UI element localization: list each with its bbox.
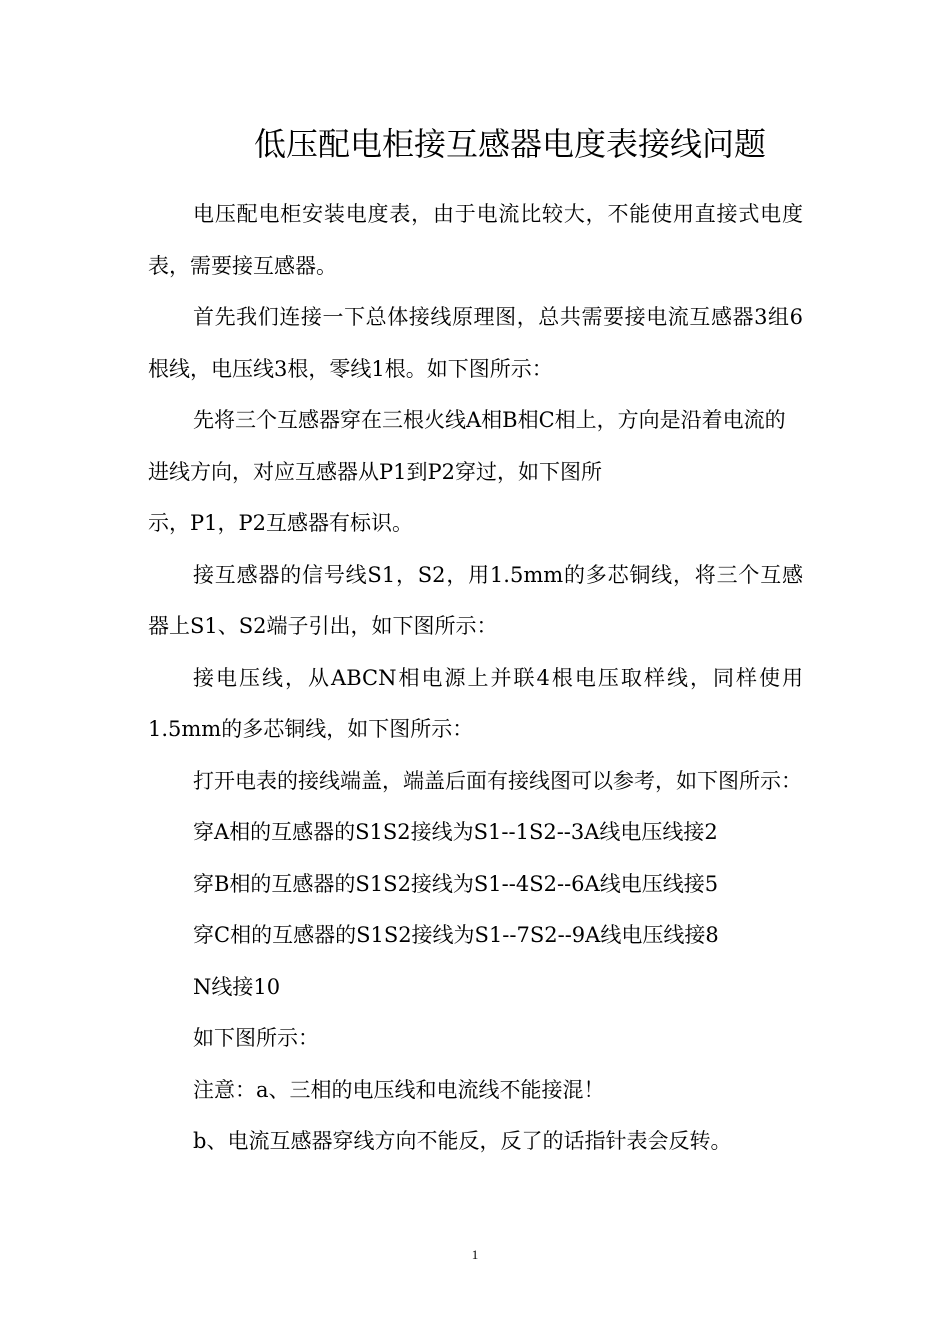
paragraph-voltage-lines: 接电压线，从ABCN相电源上并联4根电压取样线，同样使用1.5mm的多芯铜线，如下图所示： <box>148 665 803 741</box>
paragraph-wiring-overview: 首先我们连接一下总体接线原理图，总共需要接电流互感器3组6根线，电压线3根，零线1根。如下图所示： <box>148 305 803 381</box>
document-body <box>148 189 803 1168</box>
paragraph-meter-cover: 打开电表的接线端盖，端盖后面有接线图可以参考，如下图所示： <box>193 768 802 793</box>
paragraph-note-a: 注意：a、三相的电压线和电流线不能接混！ <box>193 1077 605 1102</box>
paragraph-see-figure: 如下图所示： <box>193 1026 319 1050</box>
paragraph-intro: 电压配电柜安装电度表，由于电流比较大，不能使用直接式电度表，需要接互感器。 <box>148 202 803 278</box>
page-title: 低压配电柜接互感器电度表接线问题 <box>253 125 766 163</box>
paragraph-note-b: b、电流互感器穿线方向不能反，反了的话指针表会反转。 <box>193 1129 732 1153</box>
paragraph-phase-b: 穿B相的互感器的S1S2接线为S1--4S2--6A线电压线接5 <box>193 871 719 896</box>
paragraph-transformer-install: 先将三个互感器穿在三根火线A相B相C相上，方向是沿着电流的进线方向，对应互感器从P1到P2穿过，如下图所 <box>148 408 786 484</box>
paragraph-neutral: N线接10 <box>193 974 281 999</box>
paragraph-signal-lines: 接互感器的信号线S1，S2，用1.5mm的多芯铜线，将三个互感器上S1、S2端子引出，如下图所示： <box>148 562 803 638</box>
paragraph-phase-c: 穿C相的互感器的S1S2接线为S1--7S2--9A线电压线接8 <box>193 923 719 947</box>
paragraph-transformer-install-cont: 示，P1，P2互感器有标识。 <box>148 511 413 535</box>
paragraph-phase-a: 穿A相的互感器的S1S2接线为S1--1S2--3A线电压线接2 <box>193 820 718 844</box>
page-number: 1 <box>471 1247 479 1262</box>
